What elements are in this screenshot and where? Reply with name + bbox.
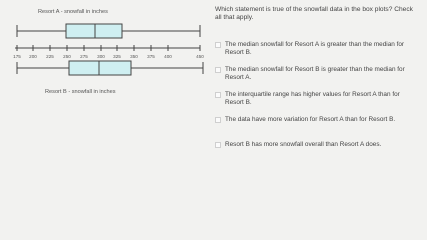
plot-b-title: Resort B - snowfall in inches: [45, 89, 116, 95]
tick-label-175: 175: [13, 54, 21, 59]
option-5-label: Resort B has more snowfall overall than Resort A does.: [225, 141, 382, 148]
plot-a-title: Resort A - snowfall in inches: [38, 9, 108, 15]
tick-label-325: 325: [113, 54, 121, 59]
box-plot-a: [17, 24, 200, 38]
tick-label-250: 250: [63, 54, 71, 59]
option-1[interactable]: [215, 41, 420, 57]
option-3[interactable]: [215, 91, 420, 107]
option-5[interactable]: [215, 141, 420, 149]
option-4-checkbox[interactable]: [215, 117, 221, 123]
option-3-label: The interquartile range has higher values for Resort A than for Resort B.: [225, 91, 400, 106]
option-3-checkbox[interactable]: [215, 92, 221, 98]
option-4-label: The data have more variation for Resort A than for Resort B.: [225, 116, 396, 123]
tick-label-275: 275: [80, 54, 88, 59]
option-2-label: The median snowfall for Resort B is greater than the median for Resort A.: [225, 66, 405, 81]
tick-label-350: 350: [130, 54, 138, 59]
tick-label-225: 225: [46, 54, 54, 59]
box-plot-b: [17, 61, 203, 75]
option-4[interactable]: [215, 116, 420, 124]
question-prompt: Which statement is true of the snowfall data in the box plots? Check all that apply.: [215, 6, 413, 21]
tick-label-300: 300: [97, 54, 105, 59]
option-1-checkbox[interactable]: [215, 42, 221, 48]
tick-label-375: 375: [147, 54, 155, 59]
tick-label-450: 450: [196, 54, 204, 59]
box-b: [69, 61, 131, 75]
box-plots: [0, 0, 215, 173]
option-2-checkbox[interactable]: [215, 67, 221, 73]
tick-label-200: 200: [29, 54, 37, 59]
option-5-checkbox[interactable]: [215, 142, 221, 148]
box-a: [66, 24, 122, 38]
option-2[interactable]: [215, 66, 420, 82]
option-1-label: The median snowfall for Resort A is greater than the median for Resort B.: [225, 41, 405, 56]
number-line: [15, 45, 200, 51]
tick-label-400: 400: [164, 54, 172, 59]
